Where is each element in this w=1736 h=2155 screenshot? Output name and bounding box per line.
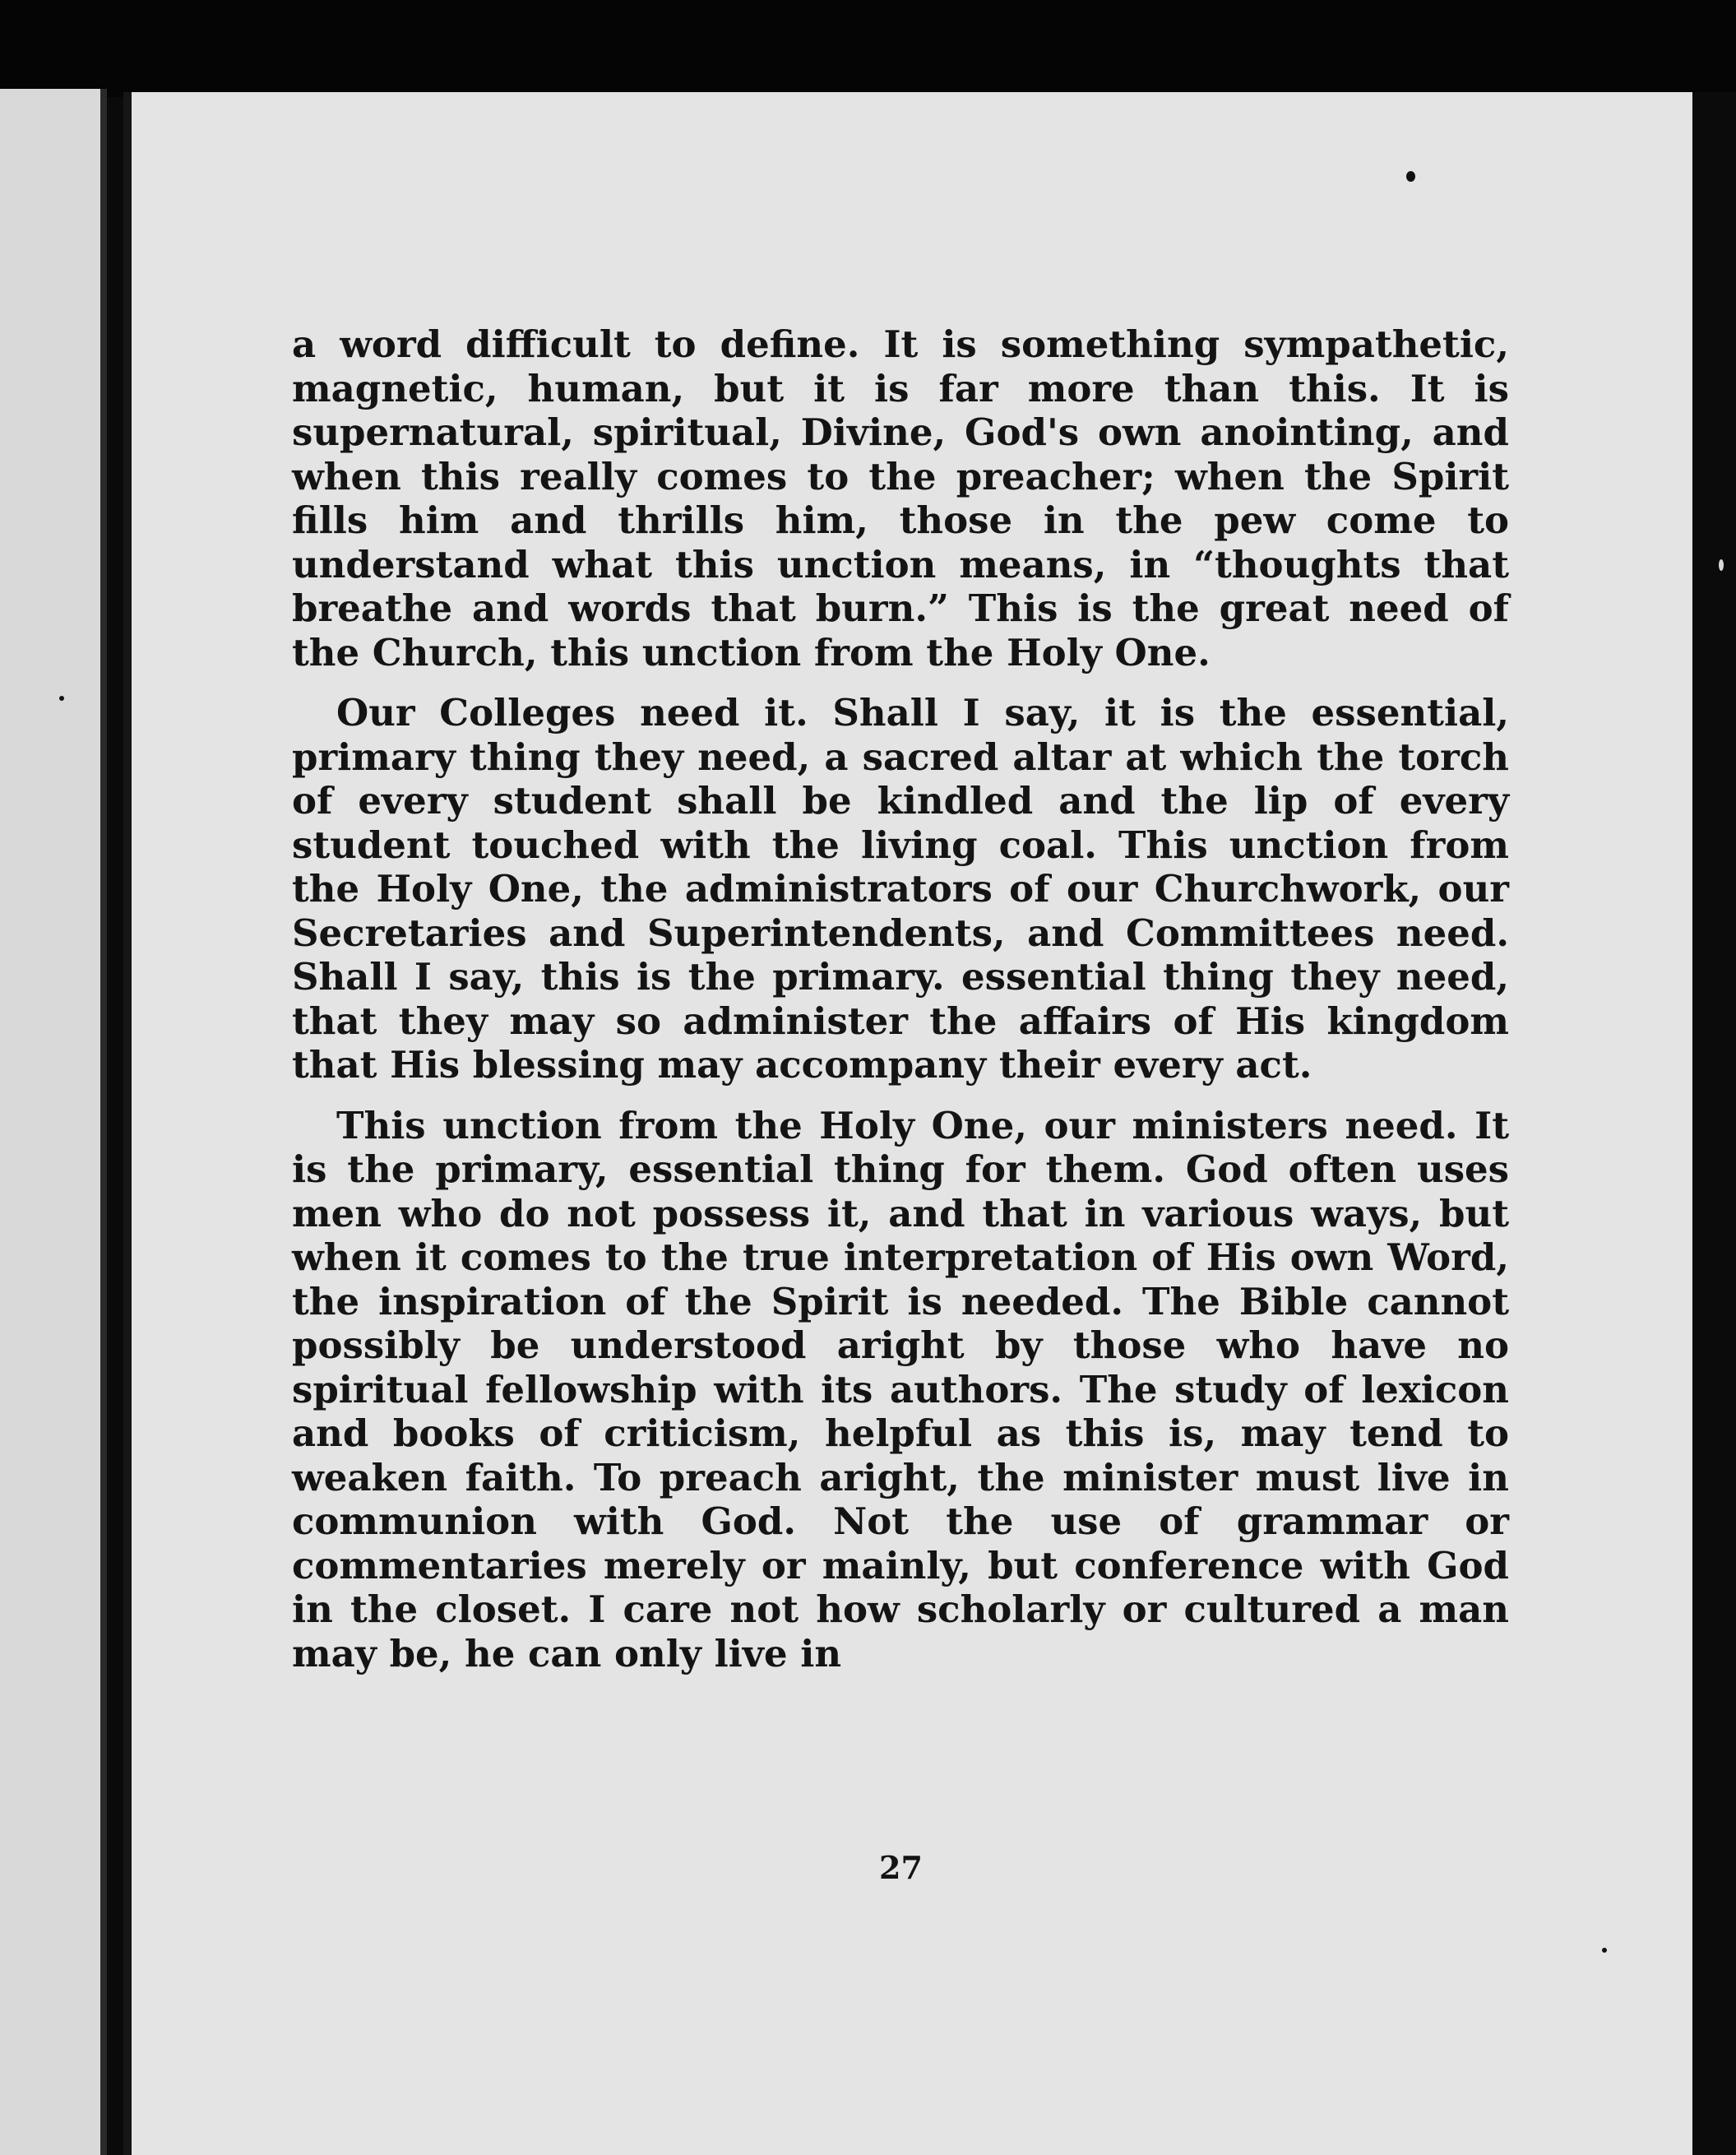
scan-speck xyxy=(1602,1948,1607,1953)
paragraph: Our Colleges need it. Shall I say, it is the essential, primary thing they need, a sacred altar at which the torch of every student shall be kindled and the lip of every student touched with the living coal. This unction from the Holy One, the administrators of our Churchwork, our Secretaries and Superintendents, and Committees need. Shall I say, this is the primary. essential thing they need, that they may so administer the affairs of His kingdom that His blessing may accompany their every act. xyxy=(292,691,1509,1087)
body-text xyxy=(292,322,1509,1692)
paragraph: This unction from the Holy One, our ministers need. It is the primary, essential thing for them. God often uses men who do not possess it, and that in various ways, but when it comes to the true interpretation of His own Word, the inspiration of the Spirit is needed. The Bible cannot possibly be understood aright by those who have no spiritual fellowship with its authors. The study of lexicon and books of criticism, helpful as this is, may tend to weaken faith. To preach aright, the minister must live in communion with God. Not the use of grammar or commentaries merely or mainly, but conference with God in the closet. I care not how scholarly or cultured a man may be, he can only live in xyxy=(292,1103,1509,1675)
paragraph: a word difficult to define. It is something sympathetic, magnetic, human, but it is far more than this. It is supernatural, spiritual, Divine, God's own anointing, and when this really comes to the preacher; when the Spirit fills him and thrills him, those in the pew come to understand what this unction means, in “thoughts that breathe and words that burn.” This is the great need of the Church, this unction from the Holy One. xyxy=(292,322,1509,674)
binding-gutter xyxy=(100,89,107,2155)
scan-right-border xyxy=(1692,92,1736,2155)
scan-speck xyxy=(1406,171,1415,182)
scan-speck xyxy=(1719,559,1724,571)
scan-top-border xyxy=(0,0,1736,97)
scan-speck xyxy=(59,696,64,701)
page-number: 27 xyxy=(879,1849,923,1886)
facing-page-edge xyxy=(0,89,103,2155)
